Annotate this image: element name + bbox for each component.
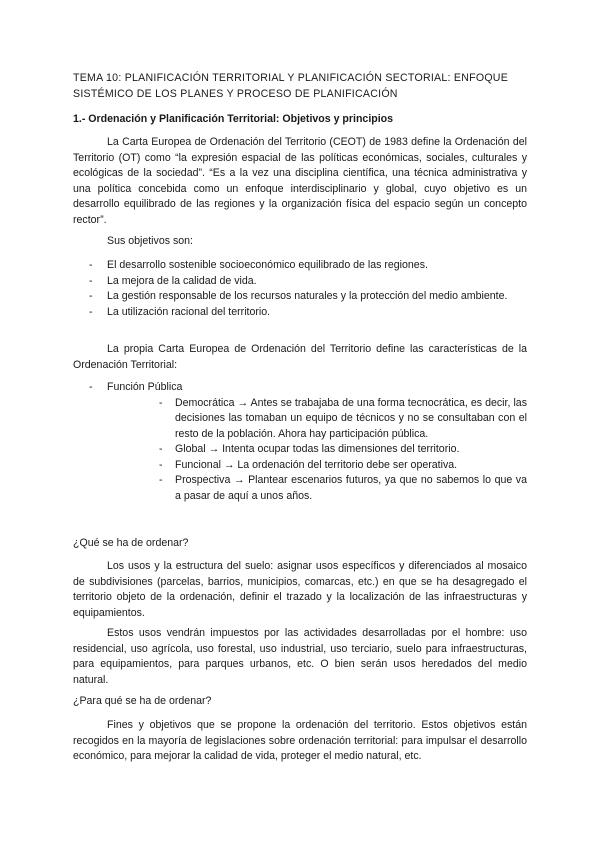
function-label: Función Pública xyxy=(107,381,183,393)
objectives-list xyxy=(73,258,527,320)
list-item: - Global → Intenta ocupar todas las dimensiones del territorio. xyxy=(107,442,527,458)
list-item xyxy=(73,380,527,504)
list-item: - El desarrollo sostenible socioeconómico equilibrado de las regiones. xyxy=(73,258,527,274)
document-title: TEMA 10: PLANIFICACIÓN TERRITORIAL Y PLANIFICACIÓN SECTORIAL: ENFOQUE SISTÉMICO DE LOS PLANES Y PROCESO DE PLANIFICACIÓN xyxy=(73,72,509,100)
intro-paragraph: La Carta Europea de Ordenación del Territorio (CEOT) de 1983 define la Ordenación del Territorio (OT) como “la expresión espacial de las políticas económicas, sociales, culturales y ecológicas de la sociedad”. “Es a la vez una disciplina científica, una técnica administrativa y una política concebida como un enfoque interdisciplinario y global, cuyo objetivo es un desarrollo equilibrado de las regiones y la organización física del espacio según un concepto rector”. xyxy=(73,136,527,226)
characteristics-sublist xyxy=(107,396,527,505)
objectives-intro: Sus objetivos son: xyxy=(107,235,193,247)
question-why: ¿Para qué se ha de ordenar? xyxy=(73,695,212,707)
list-item: - La utilización racional del territorio. xyxy=(73,305,527,321)
list-item: - La gestión responsable de los recursos naturales y la protección del medio ambiente. xyxy=(73,289,527,305)
list-item: - La mejora de la calidad de vida. xyxy=(73,274,527,290)
list-item: - Funcional → La ordenación del territorio debe ser operativa. xyxy=(107,458,527,474)
list-item: - Democrática → Antes se trabajaba de una forma tecnocrática, es decir, las decisiones las tomaban un equipo de técnicos y no se consultaban con el resto de la población. Ahora hay participación pública. xyxy=(107,396,527,443)
question-what: ¿Qué se ha de ordenar? xyxy=(73,537,189,549)
what-paragraph-2: Estos usos vendrán impuestos por las actividades desarrolladas por el hombre: uso residencial, uso agrícola, uso forestal, uso industrial, uso terciario, suelo para infraestructuras, para equipamientos, para parques urbanos, etc. O bien serán usos heredados del medio natural. xyxy=(73,627,527,686)
why-paragraph: Fines y objetivos que se propone la ordenación del territorio. Estos objetivos están recogidos en la mayoría de legislaciones sobre ordenación territorial: para impulsar el desarrollo económico, para mejorar la calidad de vida, proteger el medio natural, etc. xyxy=(73,719,527,762)
what-paragraph-1: Los usos y la estructura del suelo: asignar usos específicos y diferenciados al mosaico de subdivisiones (parcelas, barrios, municipios, comarcas, etc.) en que se ha desagregado el territorio objeto de la ordenación, definir el trazado y la localización de las infraestructuras y equipamientos. xyxy=(73,560,527,619)
characteristics-list xyxy=(73,380,527,504)
characteristics-intro: La propia Carta Europea de Ordenación del Territorio define las características de la Ordenación Territorial: xyxy=(73,343,527,371)
list-item: - Prospectiva → Plantear escenarios futuros, ya que no sabemos lo que va a pasar de aquí a unos años. xyxy=(107,473,527,504)
section-heading: 1.- Ordenación y Planificación Territorial: Objetivos y principios xyxy=(73,113,394,125)
